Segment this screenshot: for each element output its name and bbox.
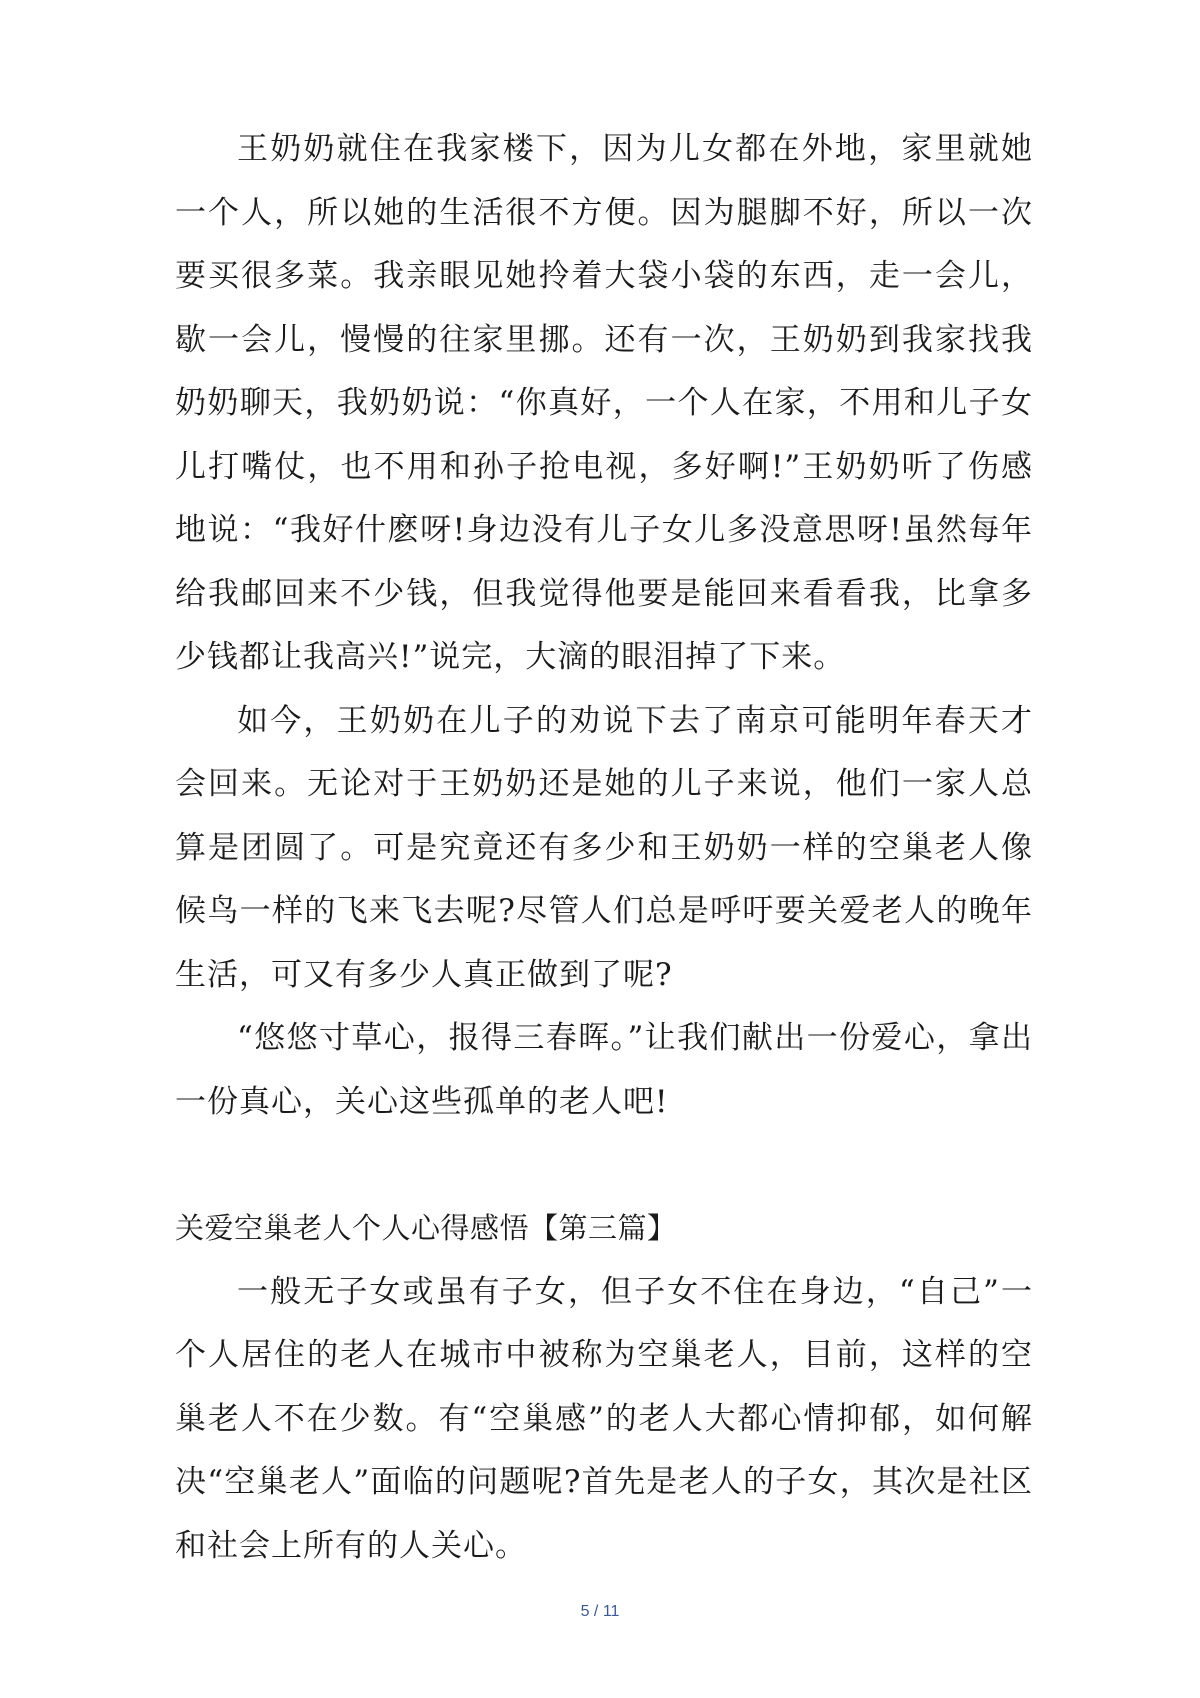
page-number: 5 / 11: [580, 1603, 620, 1620]
paragraph: 王奶奶就住在我家楼下，因为儿女都在外地，家里就她一个人，所以她的生活很不方便。因为腿脚不好，所以一次要买很多菜。我亲眼见她拎着大袋小袋的东西，走一会儿，歇一会儿，慢慢的往家里挪。还有一次，王奶奶到我家找我奶奶聊天，我奶奶说：“你真好，一个人在家，不用和儿子女儿打嘴仗，也不用和孙子抢电视，多好啊!”王奶奶听了伤感地说：“我好什麽呀!身边没有儿子女儿多没意思呀!虽然每年给我邮回来不少钱，但我觉得他要是能回来看看我，比拿多少钱都让我高兴!”说完，大滴的眼泪掉了下来。: [175, 131, 1033, 675]
section-gap: [175, 1134, 1033, 1197]
paragraph: 如今，王奶奶在儿子的劝说下去了南京可能明年春天才会回来。无论对于王奶奶还是她的儿子来说，他们一家人总算是团圆了。可是究竟还有多少和王奶奶一样的空巢老人像候鸟一样的飞来飞去呢?尽管人们总是呼吁要关爱老人的晚年生活，可又有多少人真正做到了呢?: [175, 702, 1033, 993]
paragraph: 一般无子女或虽有子女，但子女不住在身边，“自己”一个人居住的老人在城市中被称为空巢老人，目前，这样的空巢老人不在少数。有“空巢感”的老人大都心情抑郁，如何解决“空巢老人”面临的问题呢?首先是老人的子女，其次是社区和社会上所有的人关心。: [175, 1273, 1033, 1564]
section-heading: 关爱空巢老人个人心得感悟【第三篇】: [175, 1211, 677, 1245]
document-body: [175, 118, 1033, 1578]
paragraph: “悠悠寸草心，报得三春晖。”让我们献出一份爱心，拿出一份真心，关心这些孤单的老人吧!: [175, 1020, 1033, 1120]
